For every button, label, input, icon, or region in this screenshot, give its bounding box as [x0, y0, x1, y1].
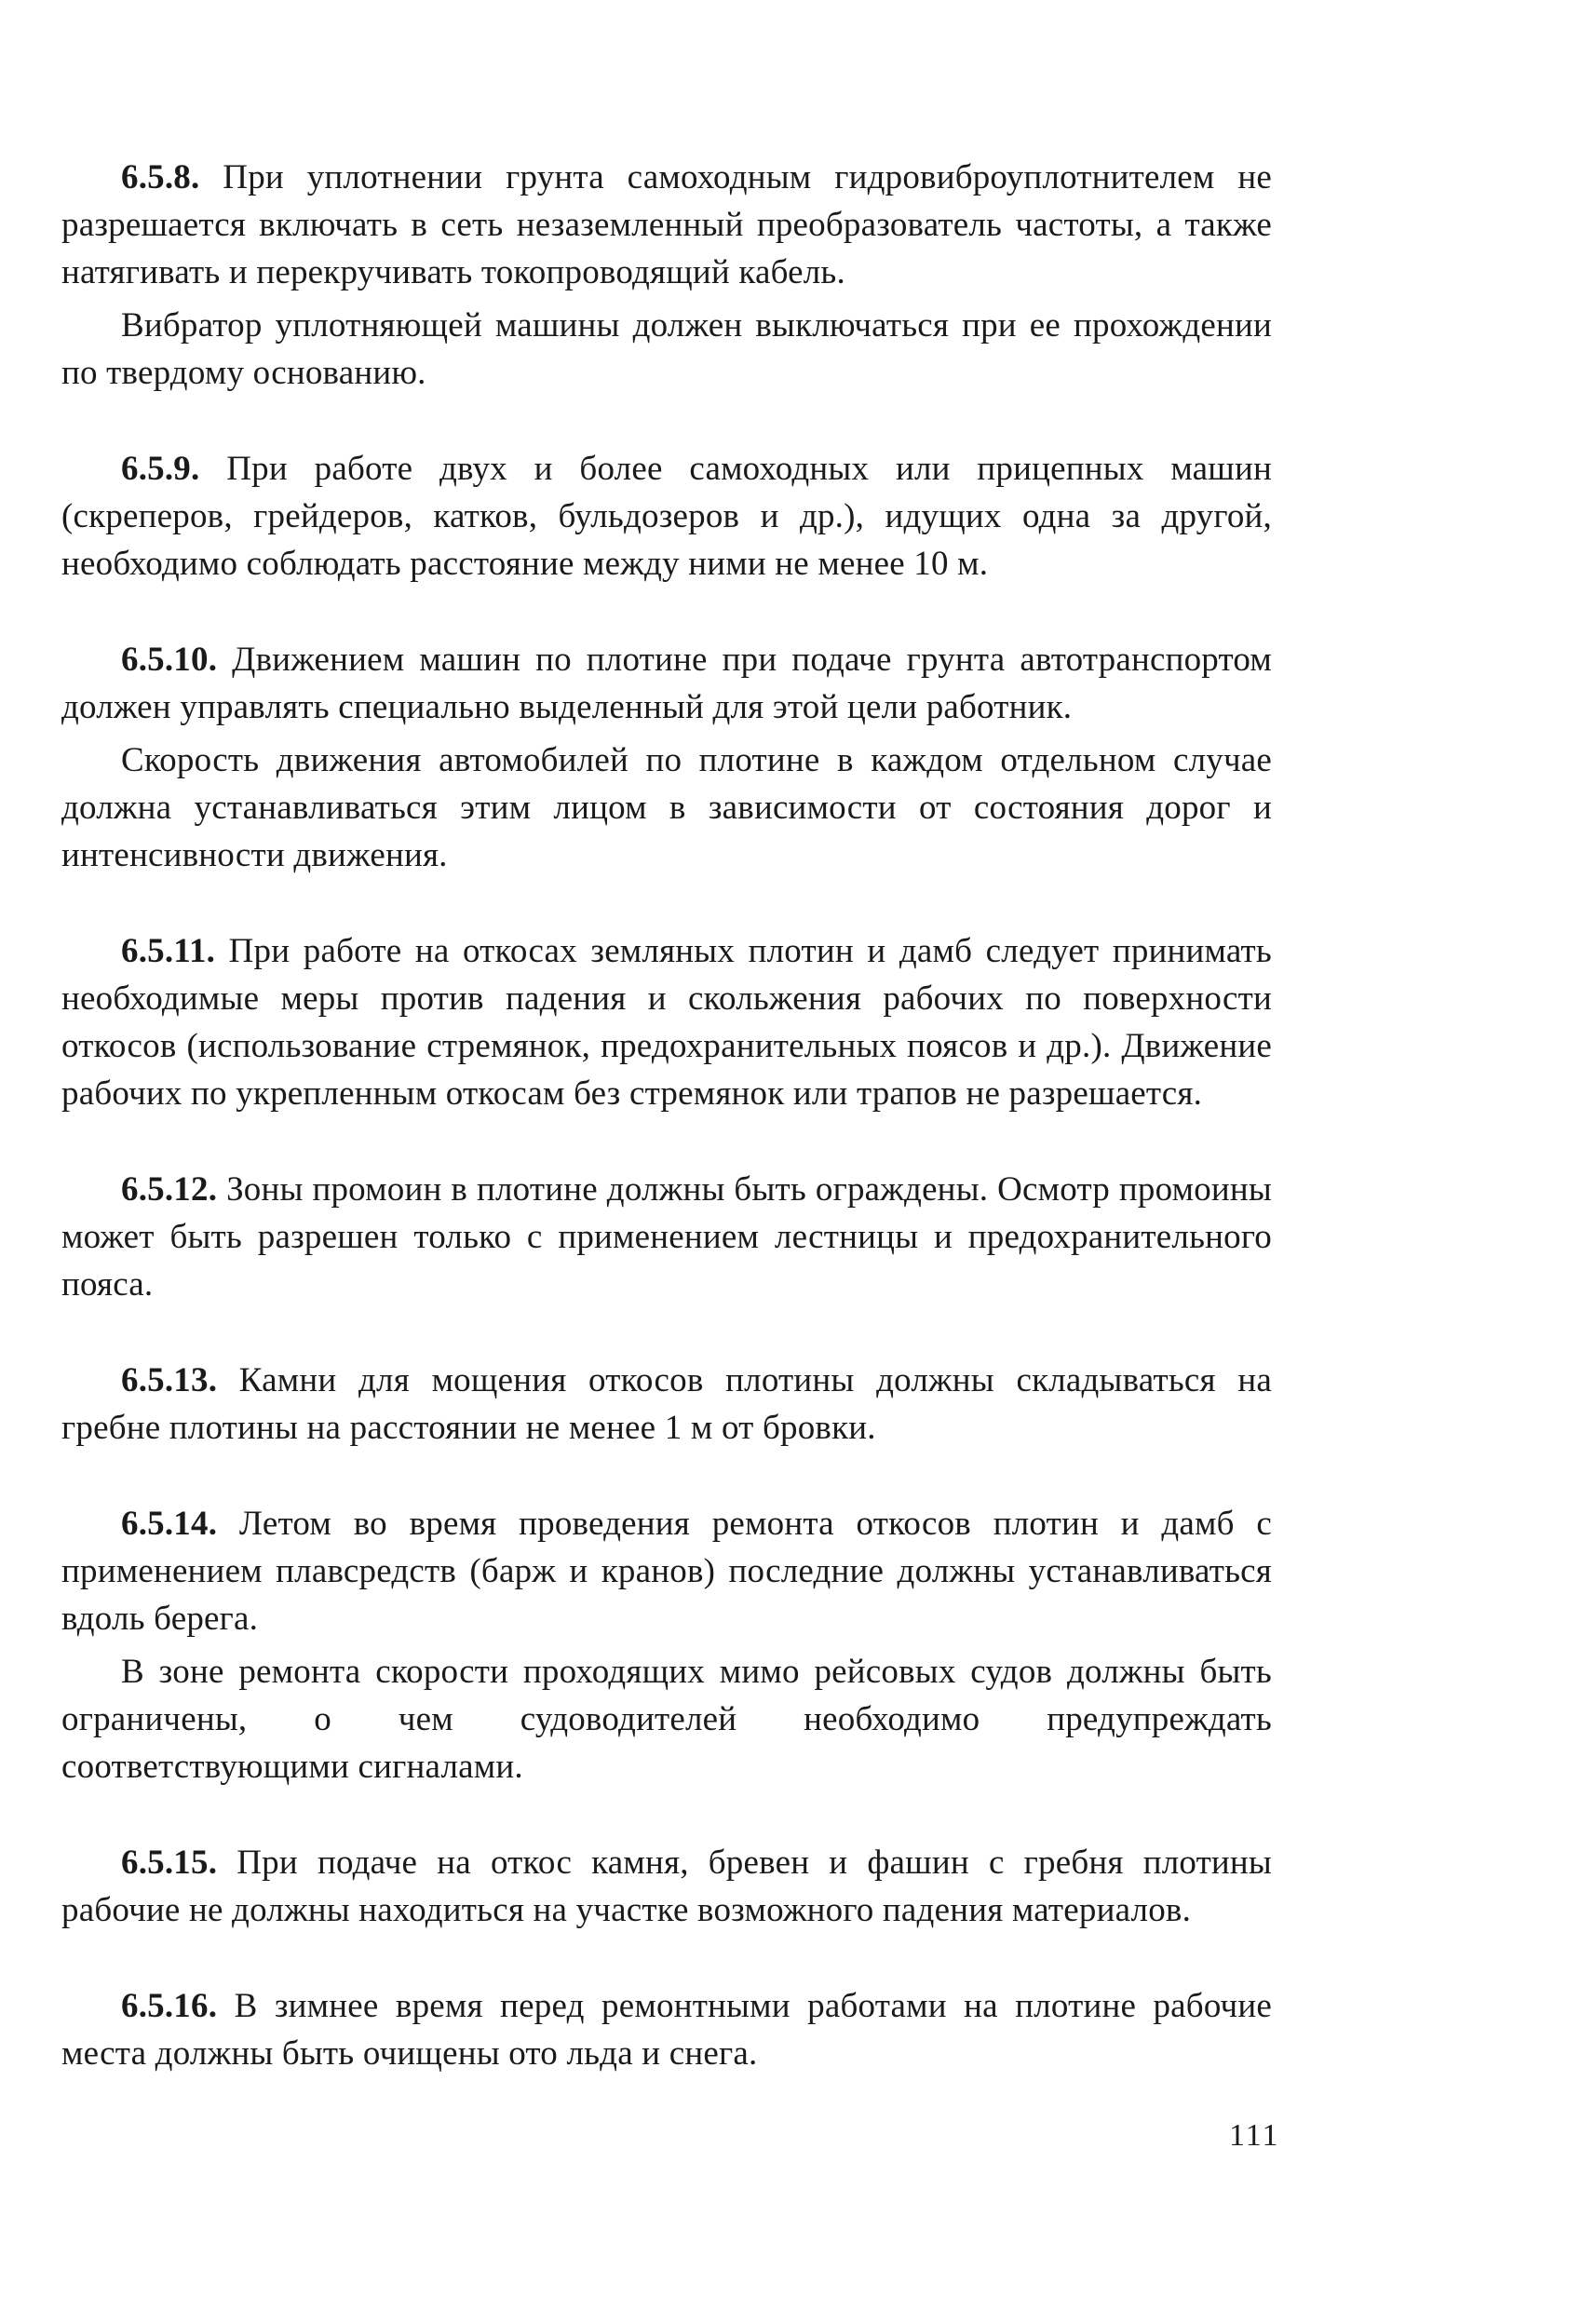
page-number: 111 [1229, 2118, 1280, 2153]
paragraph-text: Скорость движения автомобилей по плотине в каждом отдельном случае должна устанавливаться этим лицом в зависимости от состояния дорог и интенсивности движения. [61, 741, 1272, 874]
paragraph [61, 302, 1272, 397]
paragraph [61, 1166, 1272, 1308]
paragraph [61, 927, 1272, 1117]
section [61, 636, 1272, 879]
section [61, 1982, 1272, 2077]
clause-number: 6.5.15. [121, 1844, 218, 1882]
paragraph [61, 1357, 1272, 1452]
clause-number: 6.5.10. [121, 641, 218, 679]
page-content [61, 154, 1272, 2126]
clause-number: 6.5.13. [121, 1361, 218, 1399]
paragraph [61, 1648, 1272, 1790]
paragraph [61, 636, 1272, 731]
paragraph [61, 445, 1272, 588]
paragraph-text: При работе двух и более самоходных или прицепных машин (скреперов, грейдеров, катков, бульдозеров и др.), идущих одна за другой, необходимо соблюдать расстояние между ними не менее 10 м. [61, 450, 1272, 583]
paragraph-text: При подаче на откос камня, бревен и фашин с гребня плотины рабочие не должны находиться на участке возможного падения материалов. [61, 1844, 1272, 1929]
section [61, 1357, 1272, 1452]
clause-number: 6.5.9. [121, 450, 200, 488]
paragraph-text: Движением машин по плотине при подаче грунта автотранспортом должен управлять специально выделенный для этой цели работник. [61, 641, 1272, 726]
paragraph-text: В зоне ремонта скорости проходящих мимо рейсовых судов должны быть ограничены, о чем судоводителей необходимо предупреждать соответствующими сигналами. [61, 1653, 1272, 1786]
section [61, 1839, 1272, 1934]
paragraph-text: При работе на откосах земляных плотин и дамб следует принимать необходимые меры против падения и скольжения рабочих по поверхности откосов (использование стремянок, предохранительных поясов и др.). Движение рабочих по укрепленным откосам без стремянок или трапов не разрешается. [61, 932, 1272, 1113]
paragraph [61, 1839, 1272, 1934]
section [61, 154, 1272, 397]
paragraph-text: Зоны промоин в плотине должны быть ограждены. Осмотр промоины может быть разрешен только с применением лестницы и предохранительного пояса. [61, 1170, 1272, 1304]
clause-number: 6.5.14. [121, 1505, 218, 1543]
section [61, 1500, 1272, 1790]
clause-number: 6.5.16. [121, 1987, 218, 2025]
paragraph-text: При уплотнении грунта самоходным гидровиброуплотнителем не разрешается включать в сеть незаземленный преобразователь частоты, а также натягивать и перекручивать токопроводящий кабель. [61, 158, 1272, 291]
paragraph-text: В зимнее время перед ремонтными работами на плотине рабочие места должны быть очищены ото льда и снега. [61, 1987, 1272, 2073]
paragraph-text: Вибратор уплотняющей машины должен выключаться при ее прохождении по твердому основанию. [61, 306, 1272, 392]
section [61, 445, 1272, 588]
paragraph-text: Камни для мощения откосов плотины должны складываться на гребне плотины на расстоянии не менее 1 м от бровки. [61, 1361, 1272, 1447]
clause-number: 6.5.8. [121, 158, 200, 196]
paragraph [61, 736, 1272, 879]
paragraph [61, 154, 1272, 296]
section [61, 1166, 1272, 1308]
section [61, 927, 1272, 1117]
paragraph [61, 1982, 1272, 2077]
clause-number: 6.5.11. [121, 932, 216, 970]
paragraph-text: Летом во время проведения ремонта откосов плотин и дамб с применением плавсредств (барж и кранов) последние должны устанавливаться вдоль берега. [61, 1505, 1272, 1638]
clause-number: 6.5.12. [121, 1170, 218, 1209]
paragraph [61, 1500, 1272, 1642]
